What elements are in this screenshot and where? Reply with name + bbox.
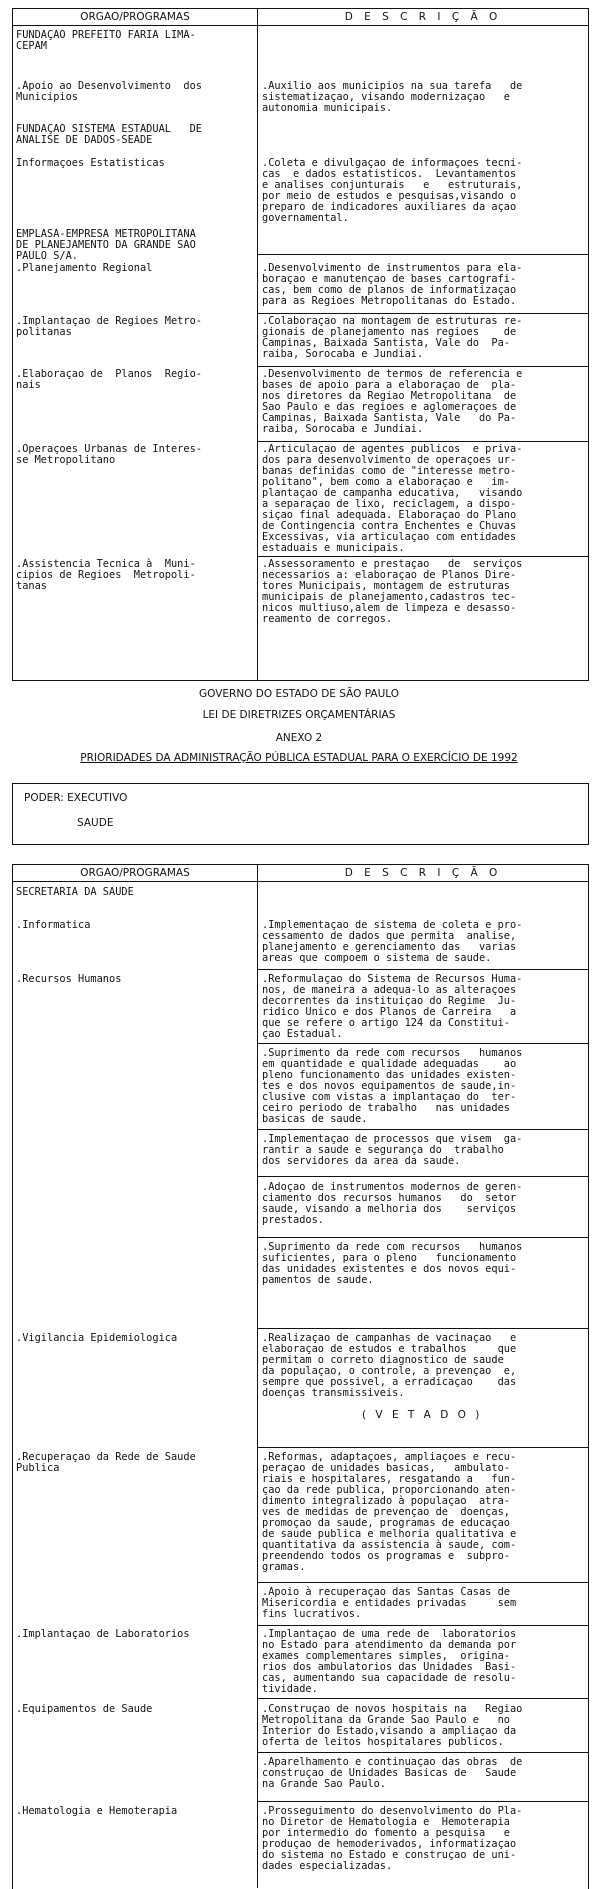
program-description: .Reformulaçao do Sistema de Recursos Huma- nos, de maneira a adequa-lo as alteraçoes decorrentes da instituiçao do Regime Ju- ridico Unico e dos Planos de Carreira a que se refere o artigo 124 da Constitui- çao Estadual.	[262, 973, 523, 1040]
row-divider	[257, 1237, 588, 1238]
program-description: .Suprimento da rede com recursos humanos em quantidade e qualidade adequadas ao pleno funcionamento das unidades existen- tes e dos novos equipamentos de saude,in- clusive com vistas a implantaçao do ter- ceiro periodo de trabalho nas unidades basicas de saude.	[262, 1047, 523, 1125]
column-header-description: D E S C R I Ç Ã O	[344, 11, 502, 23]
column-divider	[257, 882, 258, 1888]
program-description: .Prosseguimento do desenvolvimento do Pla- no Diretor de Hematologia e Hemoterapia por intermedio do fomento a pesquisa e produçao de hemoderivados, informatizaçao do sistema no Estado e construçao de uni- dades especializadas.	[262, 1805, 523, 1872]
program-description: .Aparelhamento e continuaçao das obras de construçao de Unidades Basicas de Saude na Grande Sao Paulo.	[262, 1756, 523, 1790]
table-header	[13, 865, 588, 882]
program-name: .Implantaçao de Laboratorios	[16, 1628, 190, 1640]
program-name: .Recursos Humanos	[16, 973, 122, 985]
secretaria-name: SECRETARIA DA SAUDE	[16, 886, 134, 898]
row-divider	[257, 1328, 588, 1329]
program-name: Informaçoes Estatisticas	[16, 157, 165, 169]
row-divider	[257, 1801, 588, 1802]
org-name: FUNDAÇAO PREFEITO FARIA LIMA- CEPAM	[16, 29, 196, 52]
program-name: .Recuperaçao da Rede de Saude Publica	[16, 1451, 196, 1474]
program-description: .Implantaçao de uma rede de laboratorios no Estado para atendimento da demanda por exames complementares simples, origina- rios dos ambulatorios das Unidades Basi- cas, aumentando sua capacidade de resolu- tividade.	[262, 1628, 517, 1695]
program-name: .Hematologia e Hemoterapia	[16, 1805, 178, 1817]
program-description: .Implementaçao de sistema de coleta e pro- cessamento de dados que permita analise, planejamento e gerenciamento das varias areas que compoem o sistema de saude.	[262, 919, 523, 964]
row-divider	[257, 1698, 588, 1699]
program-name: .Informatica	[16, 919, 91, 931]
row-divider	[257, 1447, 588, 1448]
program-description: .Coleta e divulgaçao de informaçoes tecni- cas e dados estatisticos. Levantamentos e analises conjunturais e estruturais, por meio de estudos e pesquisas,visando o preparo de indicadores auxiliares da açao governamental.	[262, 157, 523, 224]
program-description: .Auxilio aos municipios na sua tarefa de sistematizaçao, visando modernizaçao e autonomia municipais.	[262, 80, 523, 114]
column-header-description: D E S C R I Ç Ã O	[344, 867, 502, 879]
row-divider	[257, 1129, 588, 1130]
column-header-programs: ORGAO/PROGRAMAS	[13, 9, 258, 25]
program-description: .Realizaçao de campanhas de vacinaçao e elaboraçao de estudos e trabalhos que permitam o correto diagnostico de saude da populaçao, o controle, a prevençao e, sempre que possivel, a erradicaçao das doenças transmissiveis.	[262, 1332, 517, 1399]
annex-heading: ANEXO 2	[275, 732, 323, 744]
priorities-heading: PRIORIDADES DA ADMINISTRAÇÃO PÚBLICA ESTADUAL PARA O EXERCÍCIO DE 1992	[80, 752, 518, 764]
program-description: .Desenvolvimento de termos de referencia e bases de apoio para a elaboraçao de pla- nos diretores da Regiao Metropolitana de Sao Paulo e das regioes e aglomeraçoes de Campinas, Baixada Santista, Vale do Pa- raiba, Sorocaba e Jundiai.	[262, 368, 523, 435]
programs-table-2	[12, 864, 589, 1889]
row-divider	[257, 1176, 588, 1177]
program-description: .Reformas, adaptaçoes, ampliaçoes e recu- peraçao de unidades basicas, ambulato- riais e hospitalares, resgatando a fun- çao da rede publica, proporcionando aten- dimento integralizado à populaçao atra- ves de medidas de prevençao de doenças, promoçao da saude, programas de educaçao de saude publica e melhoria qualitativa e quantitativa da assistencia à saude, com- preendendo todos os programas e subpro- gramas.	[262, 1451, 517, 1573]
power-label: PODER: EXECUTIVO	[24, 792, 128, 804]
programs-table-1	[12, 8, 589, 681]
row-divider	[257, 1582, 588, 1583]
program-description: .Colaboraçao na montagem de estruturas re- gionais de planejamento nas regioes de Campinas, Baixada Santista, Vale do Pa- raiba, Sorocaba e Jundiai.	[262, 315, 523, 360]
row-divider	[257, 556, 588, 557]
org-name: EMPLASA-EMPRESA METROPOLITANA DE PLANEJAMENTO DA GRANDE SAO PAULO S/A.	[16, 228, 196, 262]
vetoed-stamp: ( V E T A D O )	[362, 1409, 483, 1421]
row-divider	[257, 441, 588, 442]
column-header-programs: ORGAO/PROGRAMAS	[13, 865, 258, 881]
program-description: .Construçao de novos hospitais na Regiao Metropolitana da Grande Sao Paulo e no Interior do Estado,visando a ampliaçao da oferta de leitos hospitalares publicos.	[262, 1703, 523, 1748]
program-name: .Planejamento Regional	[16, 262, 153, 274]
program-description: .Implementaçao de processos que visem ga- rantir a saude e segurança do trabalho dos servidores da area da saude.	[262, 1133, 523, 1167]
table-header	[13, 9, 588, 26]
program-name: .Implantaçao de Regioes Metro- politanas	[16, 315, 202, 338]
row-divider	[257, 1752, 588, 1753]
law-heading: LEI DE DIRETRIZES ORÇAMENTÁRIAS	[202, 709, 396, 721]
program-description: .Desenvolvimento de instrumentos para ela- boraçao e manutençao de bases cartografi- cas, bem como de planos de informatizaçao para as Regioes Metropolitanas do Estado.	[262, 262, 523, 307]
power-sector: SAUDE	[77, 817, 114, 829]
program-description: .Assessoramento e prestaçao de serviços necessarios a: elaboraçao de Planos Dire- tores Municipais, montagem de estruturas municipais de planejamento,cadastros tec- nicos multiuso,alem de limpeza e desasso- reamento de corregos.	[262, 558, 523, 625]
row-divider	[257, 254, 588, 255]
program-description: .Articulaçao de agentes publicos e priva- dos para desenvolvimento de operaçoes ur- banas definidas como de "interesse metro- politano", bem como a elaboraçao e im- plantaçao de campanha educativa, visando a separaçao de lixo, reciclagem, a dispo- siçao final adequada. Elaboraçao do Plano de Contingencia contra Enchentes e Chuvas Excessivas, via articulaçao com entidades estaduais e municipais.	[262, 443, 523, 554]
program-description: .Adoçao de instrumentos modernos de geren- ciamento dos recursos humanos do setor saude, visando a melhoria dos serviços prestados.	[262, 1181, 523, 1226]
column-divider	[257, 26, 258, 680]
power-box	[12, 783, 589, 845]
program-description: .Apoio à recuperaçao das Santas Casas de Misericordia e entidades privadas sem fins lucrativos.	[262, 1586, 517, 1620]
row-divider	[257, 969, 588, 970]
government-heading: GOVERNO DO ESTADO DE SÃO PAULO	[198, 688, 400, 700]
row-divider	[257, 1625, 588, 1626]
row-divider	[257, 1043, 588, 1044]
row-divider	[257, 313, 588, 314]
program-name: .Assistencia Tecnica à Muni- cipios de Regioes Metropoli- tanas	[16, 558, 196, 592]
program-name: .Elaboraçao de Planos Regio- nais	[16, 368, 202, 391]
program-name: .Vigilancia Epidemiologica	[16, 1332, 178, 1344]
program-description: .Suprimento da rede com recursos humanos suficientes, para o pleno funcionamento das unidades existentes e dos novos equi- pamentos de saude.	[262, 1241, 523, 1286]
program-name: .Operaçoes Urbanas de Interes- se Metropolitano	[16, 443, 202, 466]
program-name: .Equipamentos de Saude	[16, 1703, 153, 1715]
row-divider	[257, 366, 588, 367]
org-name: FUNDAÇAO SISTEMA ESTADUAL DE ANALISE DE DADOS-SEADE	[16, 123, 202, 146]
program-name: .Apoio ao Desenvolvimento dos Municipios	[16, 80, 202, 103]
